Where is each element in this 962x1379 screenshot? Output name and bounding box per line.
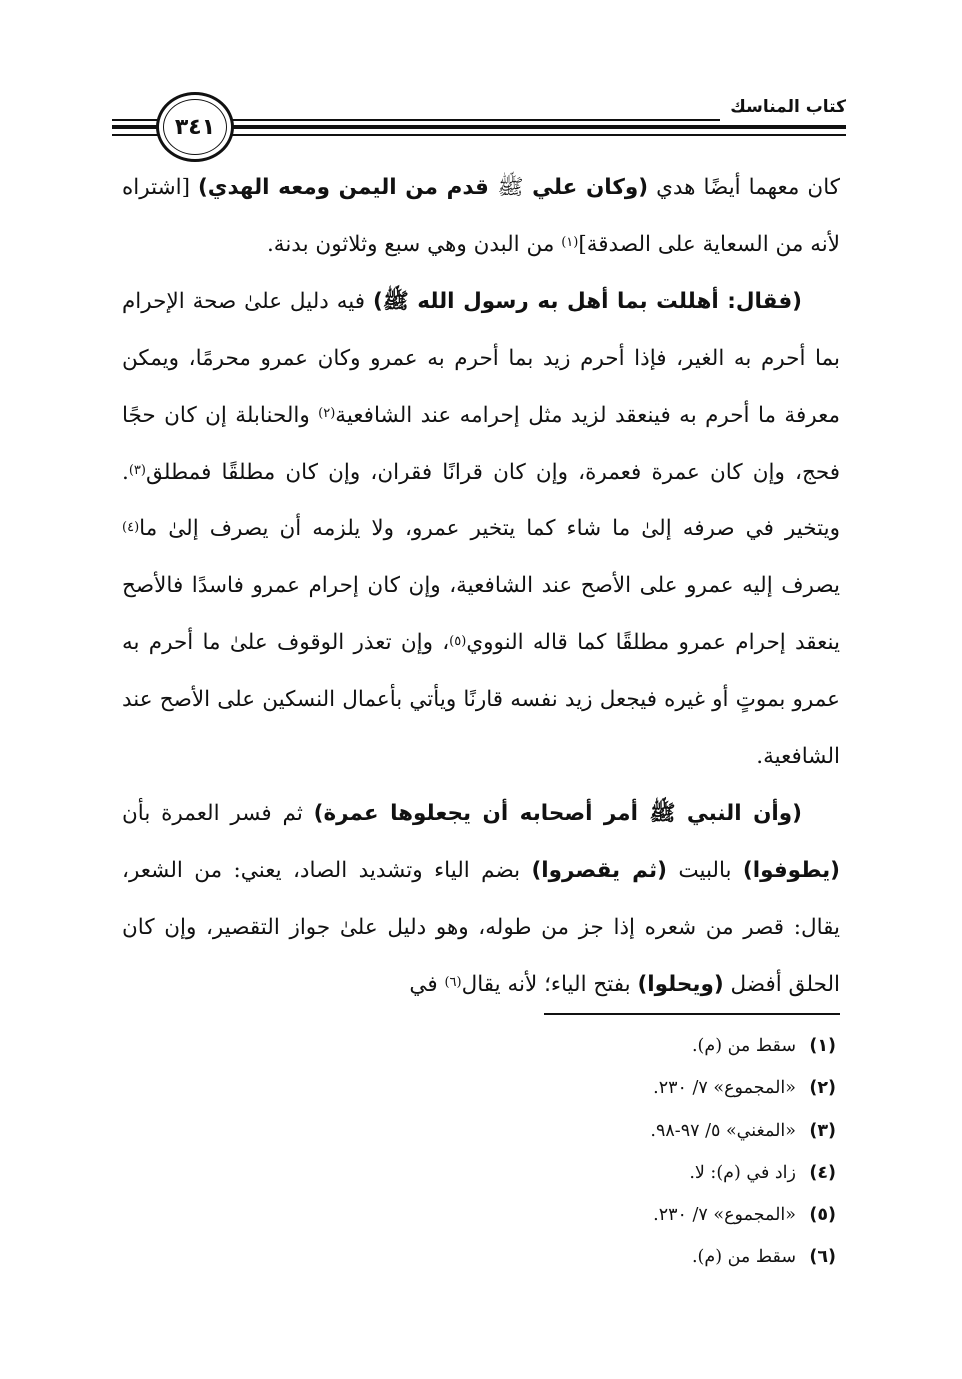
running-title-text: كتاب المناسك — [730, 97, 846, 117]
p2-text-c: . ويتخير في صرفه إلىٰ ما شاء كما يتخير عمرو، ولا يلزمه أن يصرف إلىٰ ما — [122, 459, 840, 542]
footnote-item — [416, 1194, 836, 1236]
footnote-number: (٦) — [809, 1247, 836, 1268]
footnotes-list — [416, 1025, 836, 1279]
footnote-ref-1[interactable]: (١) — [561, 235, 579, 251]
p1-honorific: ﷺ — [497, 175, 524, 200]
main-text — [122, 160, 840, 1014]
footnote-text: «المغني» ٥/ ٩٧-٩٨. — [650, 1120, 796, 1141]
footnote-item — [416, 1025, 836, 1067]
footnote-number: (٥) — [809, 1205, 836, 1226]
footnote-text: «المجموع» ٧/ ٢٣٠. — [653, 1205, 796, 1226]
p3-bold-4: (ويحلوا) — [637, 971, 724, 997]
footnote-text: «المجموع» ٧/ ٢٣٠. — [653, 1078, 796, 1099]
p3-text-d: بفتح الياء؛ لأنه يقال — [461, 971, 638, 997]
running-title — [720, 92, 846, 122]
footnote-item — [416, 1110, 836, 1152]
p3-text-c: بضم الياء وتشديد الصاد، يعني: من الشعر، يقال: قصر من شعره إذا جز من طوله، وهو دليل علىٰ جواز التقصير، وإن كان الحلق أفضل — [122, 857, 840, 997]
footnote-number: (٣) — [809, 1120, 836, 1141]
p2-text-d: يصرف إليه عمرو على الأصح عند الشافعية، وإن كان إحرام عمرو فاسدًا فالأصح ينعقد إحرام عمرو مطلقًا كما قاله النووي — [122, 573, 840, 656]
p3-text-a: ثم فسر العمرة بأن — [122, 800, 314, 826]
footnote-ref-5[interactable]: (٥) — [449, 633, 467, 649]
footnote-text: سقط من (م). — [691, 1247, 796, 1268]
footnote-ref-3[interactable]: (٣) — [128, 462, 146, 478]
footnote-ref-4[interactable]: (٤) — [122, 519, 140, 535]
paragraph-3 — [122, 786, 840, 1014]
footnote-ref-2[interactable]: (٢) — [318, 406, 336, 422]
footnote-item — [416, 1152, 836, 1194]
p1-text-c: [اشتراه لأنه من السعاية على الصدقة] — [122, 175, 840, 257]
footnote-item — [416, 1236, 836, 1278]
p2-text-b: والحنابلة إن كان حجًا فحج، وإن كان عمرة فعمرة، وإن كان قرانًا فقران، وإن كان مطلقًا فمطلق — [122, 402, 840, 485]
p3-bold-3: (ثم يقصروا) — [531, 857, 667, 883]
p2-text-e: ، وإن تعذر الوقوف علىٰ ما أحرم به عمرو بموتٍ أو غيره فيجعل زيد نفسه قارنًا ويأتي بأعمال النسكين على الأصح عند الشافعية. — [122, 630, 840, 770]
footnote-ref-6[interactable]: (٦) — [444, 975, 462, 991]
page-number: ٣٤١ — [174, 114, 216, 140]
footnote-item — [416, 1067, 836, 1109]
page-header — [112, 92, 846, 162]
p1-bold-1: (وكان علي — [523, 175, 649, 200]
p3-text-b: بالبيت — [666, 857, 743, 883]
p2-text-a: فيه دليل علىٰ صحة الإحرام بما أحرم به الغير، فإذا أحرم زيد بما أحرم به عمرو وكان عمرو محرمًا، ويمكن معرفة ما أحرم به فينعقد لزيد مثل إحرامه عند الشافعية — [122, 288, 840, 428]
footnote-number: (٤) — [809, 1162, 836, 1183]
footnote-text: زاد في (م): لا. — [689, 1162, 796, 1183]
footnote-number: (٢) — [809, 1078, 836, 1099]
paragraph-1 — [122, 160, 840, 274]
footnote-separator — [544, 1013, 840, 1015]
paragraph-2 — [122, 274, 840, 786]
footnote-text: سقط من (م). — [691, 1036, 796, 1056]
p3-bold-2: (يطوفوا) — [742, 857, 840, 883]
footnote-number: (١) — [809, 1036, 836, 1056]
p1-bold-1-rest: قدم من اليمن ومعه الهدي) — [197, 175, 498, 200]
p3-text-e: في — [409, 971, 445, 997]
page-number-badge — [156, 92, 234, 162]
p1-text-d: من البدن وهي سبع وثلاثون بدنة. — [266, 231, 562, 257]
p2-bold-1: (فقال: أهللت بما أهل به رسول الله ﷺ) — [372, 288, 802, 314]
p3-bold-1: (وأن النبي ﷺ أمر أصحابه أن يجعلوها عمرة) — [313, 800, 802, 826]
p1-text-a: كان معهما أيضًا هدي — [648, 175, 840, 200]
